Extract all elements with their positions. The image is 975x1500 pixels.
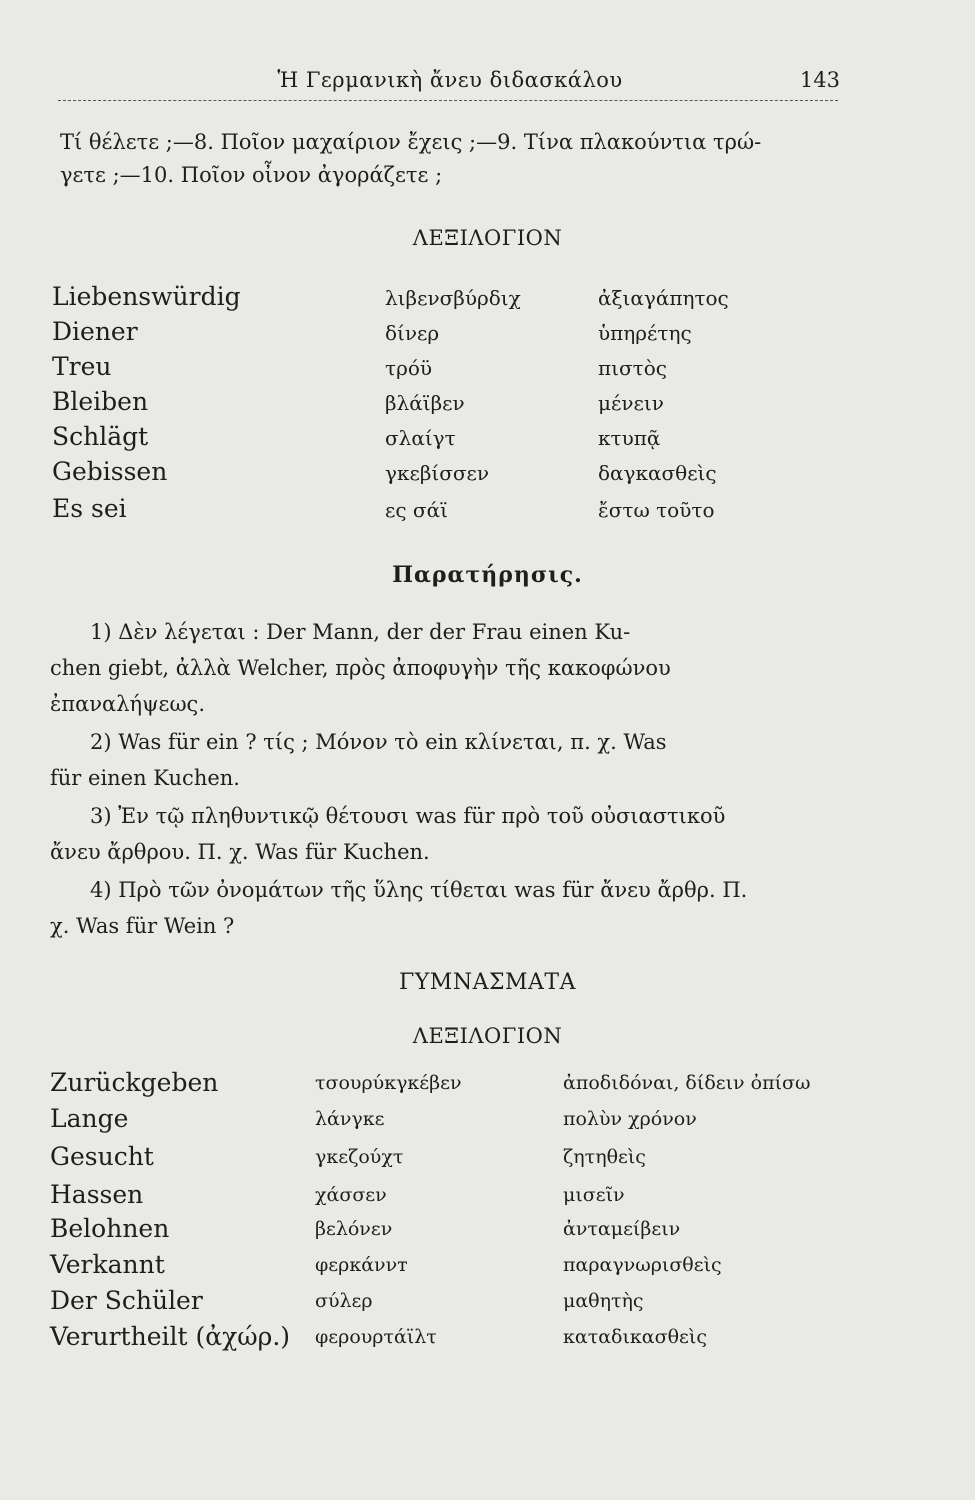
observation-note bbox=[50, 724, 840, 796]
german-word: Verkannt bbox=[50, 1250, 165, 1279]
pronunciation: ες σάϊ bbox=[385, 498, 448, 522]
vocab-row bbox=[0, 457, 975, 493]
vocab-row bbox=[0, 1322, 975, 1358]
pronunciation: φερκάννт bbox=[315, 1254, 408, 1276]
german-word: Bleiben bbox=[52, 387, 149, 416]
note-line: 1) Δὲν λέγεται : Der Mann, der der Frau einen Ku- bbox=[90, 620, 631, 644]
vocab-row bbox=[0, 1250, 975, 1286]
greek-meaning: ζητηθεὶς bbox=[563, 1146, 646, 1168]
german-word: Der Schüler bbox=[50, 1286, 203, 1315]
note-line: ἐπαναλήψεως. bbox=[50, 692, 205, 716]
note-line: χ. Was für Wein ? bbox=[50, 914, 235, 938]
note-line: 3) Ἐν τῷ πληθυντικῷ θέτουσι was für πρὸ τοῦ οὐσιαστικοῦ bbox=[90, 804, 726, 828]
german-word: Hassen bbox=[50, 1180, 144, 1209]
vocab-row bbox=[0, 1180, 975, 1216]
observation-note bbox=[50, 872, 840, 944]
german-word: Gesucht bbox=[50, 1142, 154, 1171]
german-word: Es sei bbox=[52, 494, 127, 523]
note-line: ἄνευ ἄρθρου. Π. χ. Was für Kuchen. bbox=[50, 840, 430, 864]
greek-meaning: ὑπηρέτης bbox=[598, 321, 692, 345]
vocab-row bbox=[0, 317, 975, 353]
observation-note bbox=[50, 798, 840, 870]
greek-meaning: δαγκασθεὶς bbox=[598, 461, 717, 485]
greek-meaning: ἀνταμείβειν bbox=[563, 1218, 681, 1240]
pronunciation: σλαίγτ bbox=[385, 426, 456, 450]
vocab-row bbox=[0, 387, 975, 423]
note-line: chen giebt, ἀλλὰ Welcher, πρὸς ἀποφυγὴν τῆς κακοφώνου bbox=[50, 656, 671, 680]
greek-meaning: κτυπᾷ bbox=[598, 426, 661, 450]
pronunciation: γκεβίσσεν bbox=[385, 461, 490, 485]
pronunciation: χάσσεν bbox=[315, 1184, 387, 1206]
greek-meaning: καταδικασθεὶς bbox=[563, 1326, 707, 1348]
greek-meaning: πολὺν χρόνον bbox=[563, 1108, 697, 1130]
vocab-row bbox=[0, 1104, 975, 1140]
exercises-vocabulary-title: ΛΕΞΙΛΟΓΙΟΝ bbox=[412, 1024, 563, 1048]
intro-line: γετε ;—10. Ποῖον οἶνον ἀγοράζετε ; bbox=[60, 163, 443, 187]
pronunciation: δίνερ bbox=[385, 321, 440, 345]
vocab-row bbox=[0, 1068, 975, 1104]
german-word: Verurtheilt (ἀχώρ.) bbox=[50, 1322, 291, 1351]
intro-line: Τί θέλετε ;—8. Ποῖον μαχαίριον ἔχεις ;—9. Τίνα πλακούντια τρώ- bbox=[60, 130, 762, 154]
note-line: 2) Was für ein ? τίς ; Μόνον τὸ ein κλίνεται, π. χ. Was bbox=[90, 730, 667, 754]
page-number: 143 bbox=[799, 68, 840, 92]
vocab-row bbox=[0, 1214, 975, 1250]
greek-meaning: ἀξιαγάπητος bbox=[598, 286, 729, 310]
pronunciation: τρόϋ bbox=[385, 356, 433, 380]
greek-meaning: πιστὸς bbox=[598, 356, 667, 380]
exercises-title: ΓΥΜΝΑΣΜΑΤΑ bbox=[399, 970, 576, 995]
german-word: Liebenswürdig bbox=[52, 282, 241, 311]
german-word: Zurückgeben bbox=[50, 1068, 219, 1097]
observation-title: Παρατήρησις. bbox=[392, 562, 583, 588]
vocabulary-title: ΛΕΞΙΛΟΓΙΟΝ bbox=[412, 226, 563, 250]
german-word: Diener bbox=[52, 317, 138, 346]
german-word: Lange bbox=[50, 1104, 129, 1133]
pronunciation: βελόνεν bbox=[315, 1218, 393, 1240]
pronunciation: βλάϊβεν bbox=[385, 391, 465, 415]
note-line: für einen Kuchen. bbox=[50, 766, 240, 790]
vocab-row bbox=[0, 1286, 975, 1322]
pronunciation: τσουρύκγκέβεν bbox=[315, 1072, 462, 1094]
pronunciation: γκεζούχτ bbox=[315, 1146, 404, 1168]
observation-note bbox=[50, 614, 840, 722]
greek-meaning: μαθητὴς bbox=[563, 1290, 644, 1312]
intro-paragraph bbox=[60, 126, 840, 192]
vocab-row bbox=[0, 1142, 975, 1178]
greek-meaning: ἀποδιδόναι, δίδειν ὀπίσω bbox=[563, 1072, 811, 1094]
header-rule bbox=[58, 100, 838, 101]
pronunciation: σύλερ bbox=[315, 1290, 373, 1312]
greek-meaning: μισεῖν bbox=[563, 1184, 625, 1206]
vocab-row bbox=[0, 422, 975, 458]
vocab-row bbox=[0, 282, 975, 318]
german-word: Schlägt bbox=[52, 422, 149, 451]
pronunciation: λιβενσβύρδιχ bbox=[385, 286, 521, 310]
running-header bbox=[60, 66, 840, 100]
german-word: Treu bbox=[52, 352, 112, 381]
german-word: Belohnen bbox=[50, 1214, 170, 1243]
vocab-row bbox=[0, 494, 975, 530]
greek-meaning: ἔστω τοῦτο bbox=[598, 498, 715, 522]
running-title: Ἡ Γερμανικὴ ἄνευ διδασκάλου bbox=[277, 68, 623, 92]
pronunciation: λάνγκε bbox=[315, 1108, 385, 1130]
pronunciation: φερουρτάϊλτ bbox=[315, 1326, 437, 1348]
greek-meaning: παραγνωρισθεὶς bbox=[563, 1254, 722, 1276]
german-word: Gebissen bbox=[52, 457, 168, 486]
note-line: 4) Πρὸ τῶν ὀνομάτων τῆς ὕλης τίθεται was für ἄνευ ἄρθρ. Π. bbox=[90, 878, 748, 902]
vocab-row bbox=[0, 352, 975, 388]
greek-meaning: μένειν bbox=[598, 391, 664, 415]
